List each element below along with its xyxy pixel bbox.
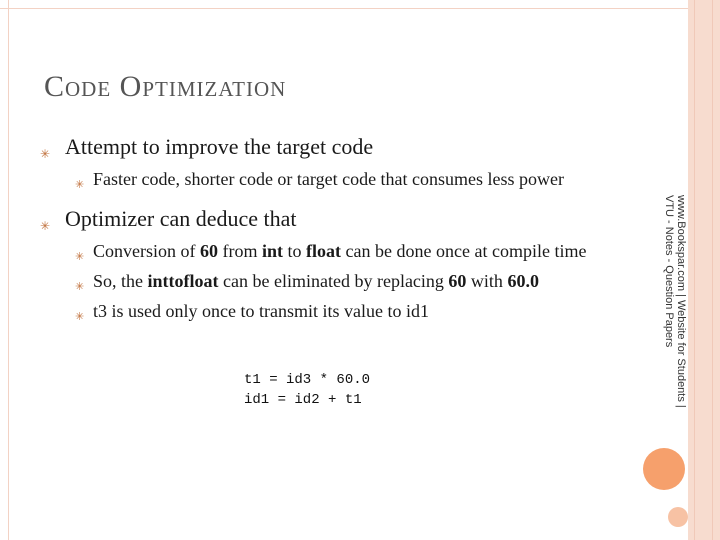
slide-body [40, 133, 660, 323]
sub-bullet-item [40, 299, 660, 323]
side-watermark-text: www.Bookspar.com | Website for Students | VTU - Notes - Question Papers [663, 195, 687, 408]
slide-title: Code Optimization [44, 70, 287, 103]
sub-bullet-item [40, 269, 660, 293]
code-line: t1 = id3 * 60.0 [244, 372, 371, 388]
side-band-line [712, 0, 713, 540]
decorative-circle-large [643, 448, 685, 490]
code-snippet [244, 370, 370, 410]
frame-line-top [0, 8, 720, 9]
bullet-icon: ✳ [75, 311, 85, 323]
bullet-text: Attempt to improve the target code [65, 134, 374, 159]
decorative-circle-small [668, 507, 688, 527]
bullet-icon: ✳ [75, 251, 85, 263]
bullet-text: Conversion of 60 from int to float can be done once at compile time [93, 241, 587, 261]
bullet-icon: ✳ [75, 179, 85, 191]
code-line: id1 = id2 + t1 [244, 392, 362, 408]
sub-bullet-item [40, 239, 660, 263]
side-watermark [665, 195, 687, 425]
bullet-text: Faster code, shorter code or target code that consumes less power [93, 169, 565, 189]
side-band [688, 0, 720, 540]
sub-bullet-item [40, 167, 660, 191]
bullet-icon: ✳ [40, 219, 51, 233]
bullet-item [40, 133, 660, 161]
side-band-line [694, 0, 695, 540]
bullet-text: t3 is used only once to transmit its value to id1 [93, 301, 429, 321]
frame-line-left [8, 0, 9, 540]
bullet-item [40, 205, 660, 233]
bullet-text: Optimizer can deduce that [65, 206, 297, 231]
bullet-text: So, the inttofloat can be eliminated by replacing 60 with 60.0 [93, 271, 539, 291]
bullet-icon: ✳ [40, 147, 51, 161]
bullet-icon: ✳ [75, 281, 85, 293]
